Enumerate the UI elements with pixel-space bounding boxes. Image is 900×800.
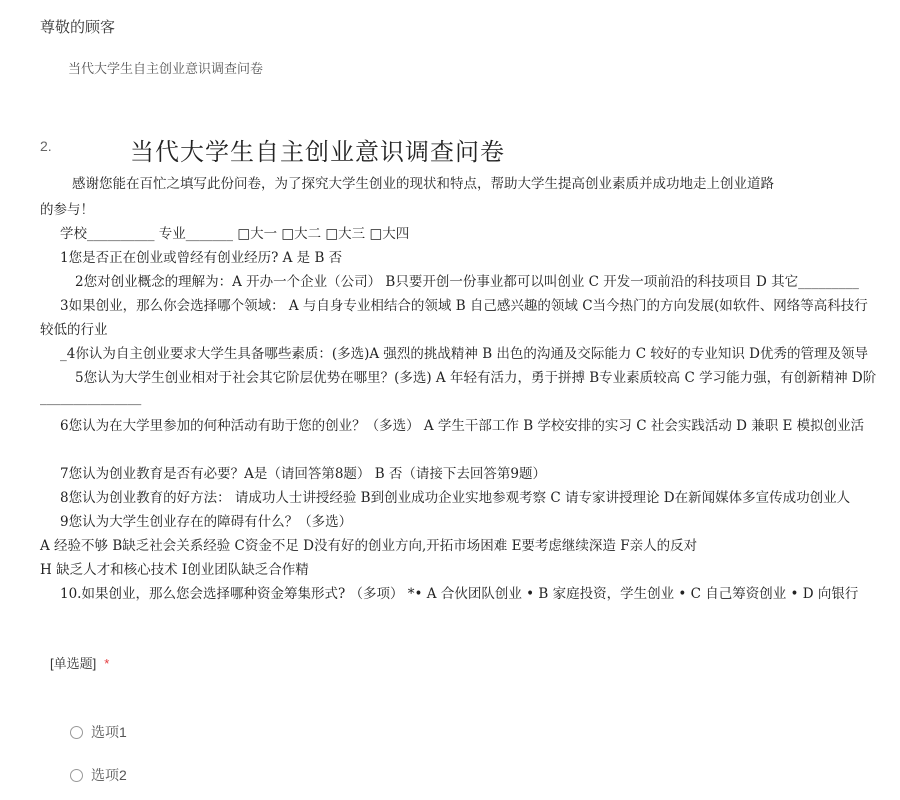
question-type-tag [50, 653, 109, 672]
question-type-label: [单选题] [50, 656, 97, 671]
question-line-6: 6您认为在大学里参加的何种活动有助于您的创业？（多选） A 学生干部工作 B 学校安排的实习 C 社会实践活动 D 兼职 E 模拟创业活 [60, 418, 865, 434]
survey-name: 当代大学生自主创业意识调查问卷 [68, 61, 264, 76]
question-line-10: 10.如果创业，那么您会选择哪种资金筹集形式? （多项） *• A 合伙团队创业 • B 家庭投资，学生创业 • C 自己筹资创业 • D 向银行 [60, 586, 859, 602]
question-line-3: 3如果创业，那么你会选择哪个领域： A 与自身专业相结合的领域 B 自己感兴趣的领域 C当今热门的方向发展(如软件、网络等高科技行 [60, 298, 868, 314]
question-line-8: 8您认为创业教育的好方法： 请成功人士讲授经验 B到创业成功企业实地参观考察 C 请专家讲授理论 D在新闻媒体多宣传成功创业人 [60, 490, 851, 506]
intro-line-2: 的参与！ [40, 202, 94, 218]
question-line-1: 1您是否正在创业或曾经有创业经历? A 是 B 否 [60, 250, 343, 266]
question-line-5: 5您认为大学生创业相对于社会其它阶层优势在哪里？(多选) A 年轻有活力，勇于拼搏 B专业素质较高 C 学习能力强，有创新精神 D阶 [75, 370, 877, 386]
question-line-4: _4你认为自主创业要求大学生具备哪些素质：(多选)A 强烈的挑战精神 B 出色的沟通及交际能力 C 较好的专业知识 D优秀的管理及领导 [60, 346, 868, 362]
question-line-9-options-b: H 缺乏人才和核心技术 I创业团队缺乏合作精 [40, 562, 309, 578]
question-line-7: 7您认为创业教育是否有必要？A是（请回答第8题） B 否（请接下去回答第9题） [60, 466, 547, 482]
question-line-5-blank: _______________ [40, 390, 142, 406]
option-2[interactable] [70, 765, 127, 785]
question-line-3-cont: 较低的行业 [40, 322, 108, 338]
question-number: 2. [40, 138, 52, 154]
option-1[interactable] [70, 722, 127, 742]
school-major-line: 学校__________ 专业_______ □大一 □大二 □大三 □大四 [60, 226, 410, 242]
intro-line-1: 感谢您能在百忙之填写此份问卷，为了探究大学生创业的现状和特点，帮助大学生提高创业素质并成功地走上创业道路 [72, 176, 774, 192]
question-line-2: 2您对创业概念的理解为：A 开办一个企业（公司） B只要开创一份事业都可以叫创业 C 开发一项前沿的科技项目 D 其它_________ [75, 274, 859, 290]
greeting-text: 尊敬的顾客 [40, 19, 116, 36]
question-line-9-options-a: A 经验不够 B缺乏社会关系经验 C资金不足 D没有好的创业方向,开拓市场困难 E要考虑继续深造 F亲人的反对 [40, 538, 698, 554]
radio-icon[interactable] [70, 769, 83, 782]
question-title: 当代大学生自主创业意识调查问卷 [130, 139, 505, 166]
required-mark: * [104, 656, 110, 671]
question-line-9: 9您认为大学生创业存在的障碍有什么？（多选） [60, 514, 353, 530]
option-1-label: 选项1 [91, 724, 127, 740]
option-2-label: 选项2 [91, 767, 127, 783]
radio-icon[interactable] [70, 726, 83, 739]
